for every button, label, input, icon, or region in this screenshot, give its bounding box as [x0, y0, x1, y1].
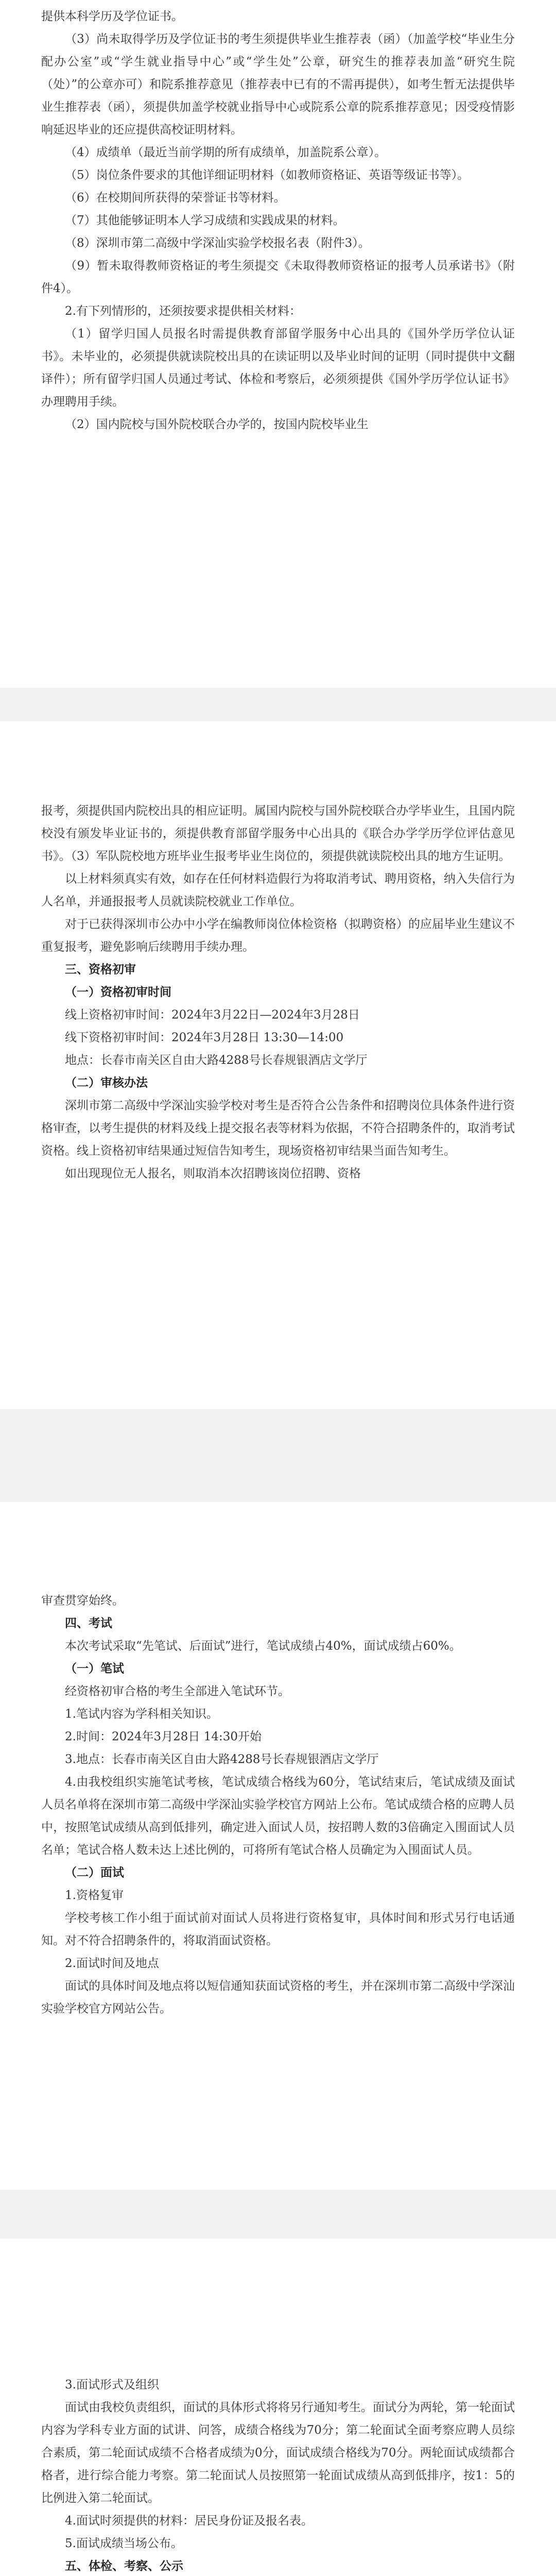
body-paragraph: （1）留学归国人员报名时需提供教育部留学服务中心出具的《国外学历学位认证书》。未毕业的，必须提供就读院校出具的在读证明以及毕业时间的证明（同时提供中文翻译件）；所有留学归国人员通过考试、体检和考察后，必须须提供《国外学历学位认证书》办理聘用手续。 — [41, 327, 515, 409]
page-2-content — [41, 800, 515, 1185]
body-paragraph: 2.时间：2024年3月28日 14:30开始 — [65, 1730, 262, 1743]
document-page-2 — [0, 721, 556, 1409]
section-heading: （一）资格初审时间 — [65, 986, 171, 999]
body-paragraph: 2.面试时间及地点 — [65, 1957, 159, 1970]
body-paragraph: 审查贯穿始终。 — [41, 1594, 124, 1607]
body-paragraph: 以上材料须真实有效，如存在任何材料造假行为将取消考试、聘用资格，纳入失信行为人名单，并通报报考人员就读院校就业工作单位。 — [41, 872, 515, 908]
body-paragraph: （7）其他能够证明本人学习成绩和实践成果的材料。 — [65, 214, 345, 227]
body-paragraph: 3.面试形式及组织 — [65, 2378, 159, 2392]
body-paragraph: 面试由我校负责组织，面试的具体形式将将另行通知考生。面试分为两轮，第一轮面试内容为学科专业方面的试讲、问答，成绩合格线为70分；第二轮面试全面考察应聘人员综合素质，第二轮面试成绩不合格者成绩为0分，面试成绩合格线为70分。两轮面试成绩都合格者，进行综合能力考察。第二轮面试人员按照第一轮面试成绩从高到低排序，按1：5的比例进入第二轮面试。 — [41, 2401, 515, 2505]
body-paragraph: 经资格初审合格的考生全部进入笔试环节。 — [65, 1685, 290, 1698]
body-paragraph: （9）暂未取得教师资格证的考生须提交《未取得教师资格证的报考人员承诺书》（附件4）。 — [41, 259, 515, 295]
section-heading: （二）审核办法 — [65, 1076, 148, 1090]
document-page-4 — [0, 2239, 556, 2576]
body-paragraph: （4）成绩单（最近当前学期的所有成绩单，加盖院系公章）。 — [65, 146, 387, 159]
page-1-content — [41, 5, 515, 436]
body-paragraph: 4.由我校组织实施笔试考核，笔试成绩合格线为60分，笔试结束后，笔试成绩及面试人员名单将在深圳市第二高级中学深汕实验学校官方网站上公布。笔试成绩合格的应聘人员中，按照笔试成绩从高到低排列，确定进入面试人员，按招聘人数的3倍确定入围面试人员名单；笔试合格人数未达上述比例的，可将所有笔试合格人员确定为入围面试人员。 — [41, 1775, 515, 1857]
body-paragraph: 2.有下列情形的，还须按要求提供相关材料： — [65, 304, 301, 318]
section-heading: （二）面试 — [65, 1866, 124, 1879]
section-heading: 四、考试 — [65, 1617, 112, 1630]
body-paragraph: 本次考试采取“先笔试、后面试”进行，笔试成绩占40%，面试成绩占60%。 — [65, 1639, 461, 1653]
document-page-3 — [0, 1502, 556, 2190]
page-3-content — [41, 1589, 515, 2020]
section-heading: 五、体检、考察、公示 — [65, 2560, 183, 2573]
body-paragraph: 线上资格初审时间：2024年3月22日—2024年3月28日 — [65, 1008, 360, 1022]
body-paragraph: （5）岗位条件要求的其他详细证明材料（如教师资格证、英语等级证书等）。 — [65, 168, 470, 182]
body-paragraph: 线下资格初审时间：2024年3月28日 13:30—14:00 — [65, 1031, 344, 1044]
body-paragraph: 1.笔试内容为学科相关知识。 — [65, 1707, 218, 1721]
body-paragraph: （8）深圳市第二高级中学深汕实验学校报名表（附件3）。 — [65, 236, 370, 250]
body-paragraph: 如出现现位无人报名，则取消本次招聘该岗位招聘、资格 — [65, 1167, 361, 1180]
body-paragraph: 地点：长春市南关区自由大路4288号长春规银酒店文学厅 — [65, 1054, 368, 1067]
section-heading: 三、资格初审 — [65, 963, 136, 976]
body-paragraph: （2）国内院校与国外院校联合办学的，按国内院校毕业生 — [65, 418, 369, 431]
body-paragraph: （3）尚未取得学历及学位证书的考生须提供毕业生推荐表（函）（加盖学校“毕业生分配办公室”或“学生就业指导中心”或“学生处”公章，研究生的推荐表加盖“研究生院（处）”的公章亦可）和院系推荐意见（推荐表中已有的不需再提供），如考生暂无法提供毕业生推荐表（函），须提供加盖学校就业指导中心或院系公章的院系推荐意见；因受疫情影响延迟毕业的还应提供高校证明材料。 — [41, 32, 515, 137]
body-paragraph: （6）在校期间所获得的荣誉证书等材料。 — [65, 191, 286, 205]
body-paragraph: 1.资格复审 — [65, 1889, 124, 1902]
section-heading: （一）笔试 — [65, 1662, 124, 1675]
body-paragraph: 对于已获得深圳市公办中小学在编教师岗位体检资格（拟聘资格）的应届毕业生建议不重复报考，避免影响后续聘用手续办理。 — [41, 918, 515, 954]
document-page-1 — [0, 0, 556, 688]
body-paragraph: 3.地点：长春市南关区自由大路4288号长春规银酒店文学厅 — [65, 1753, 379, 1766]
body-paragraph: 提供本科学历及学位证书。 — [41, 10, 183, 23]
body-paragraph: 4.面试时须提供的材料：居民身份证及报名表。 — [65, 2514, 313, 2528]
body-paragraph: 学校考核工作小组于面试前对面试人员将进行资格复审，具体时间和形式另行电话通知。对不符合招聘条件的，将取消面试资格。 — [41, 1911, 515, 1947]
page-4-content — [41, 2374, 515, 2576]
body-paragraph: 5.面试成绩当场公布。 — [65, 2537, 183, 2550]
body-paragraph: 深圳市第二高级中学深汕实验学校对考生是否符合公告条件和招聘岗位具体条件进行资格审查，以考生提供的材料及线上提交报名表等材料为依据，不符合招聘条件的，取消考试资格。线上资格初审结果通过短信告知考生，现场资格初审结果当面告知考生。 — [41, 1099, 515, 1158]
body-paragraph: 报考，须提供国内院校出具的相应证明。属国内院校与国外院校联合办学毕业生，且国内院校没有颁发毕业证书的，须提供教育部留学服务中心出具的《联合办学学历学位评估意见书》。（3）军队院校地方班毕业生报考毕业生岗位的，须提供就读院校出具的地方生证明。 — [41, 804, 515, 863]
body-paragraph: 面试的具体时间及地点将以短信通知获面试资格的考生，并在深圳市第二高级中学深汕实验学校官方网站公告。 — [41, 1979, 515, 2015]
